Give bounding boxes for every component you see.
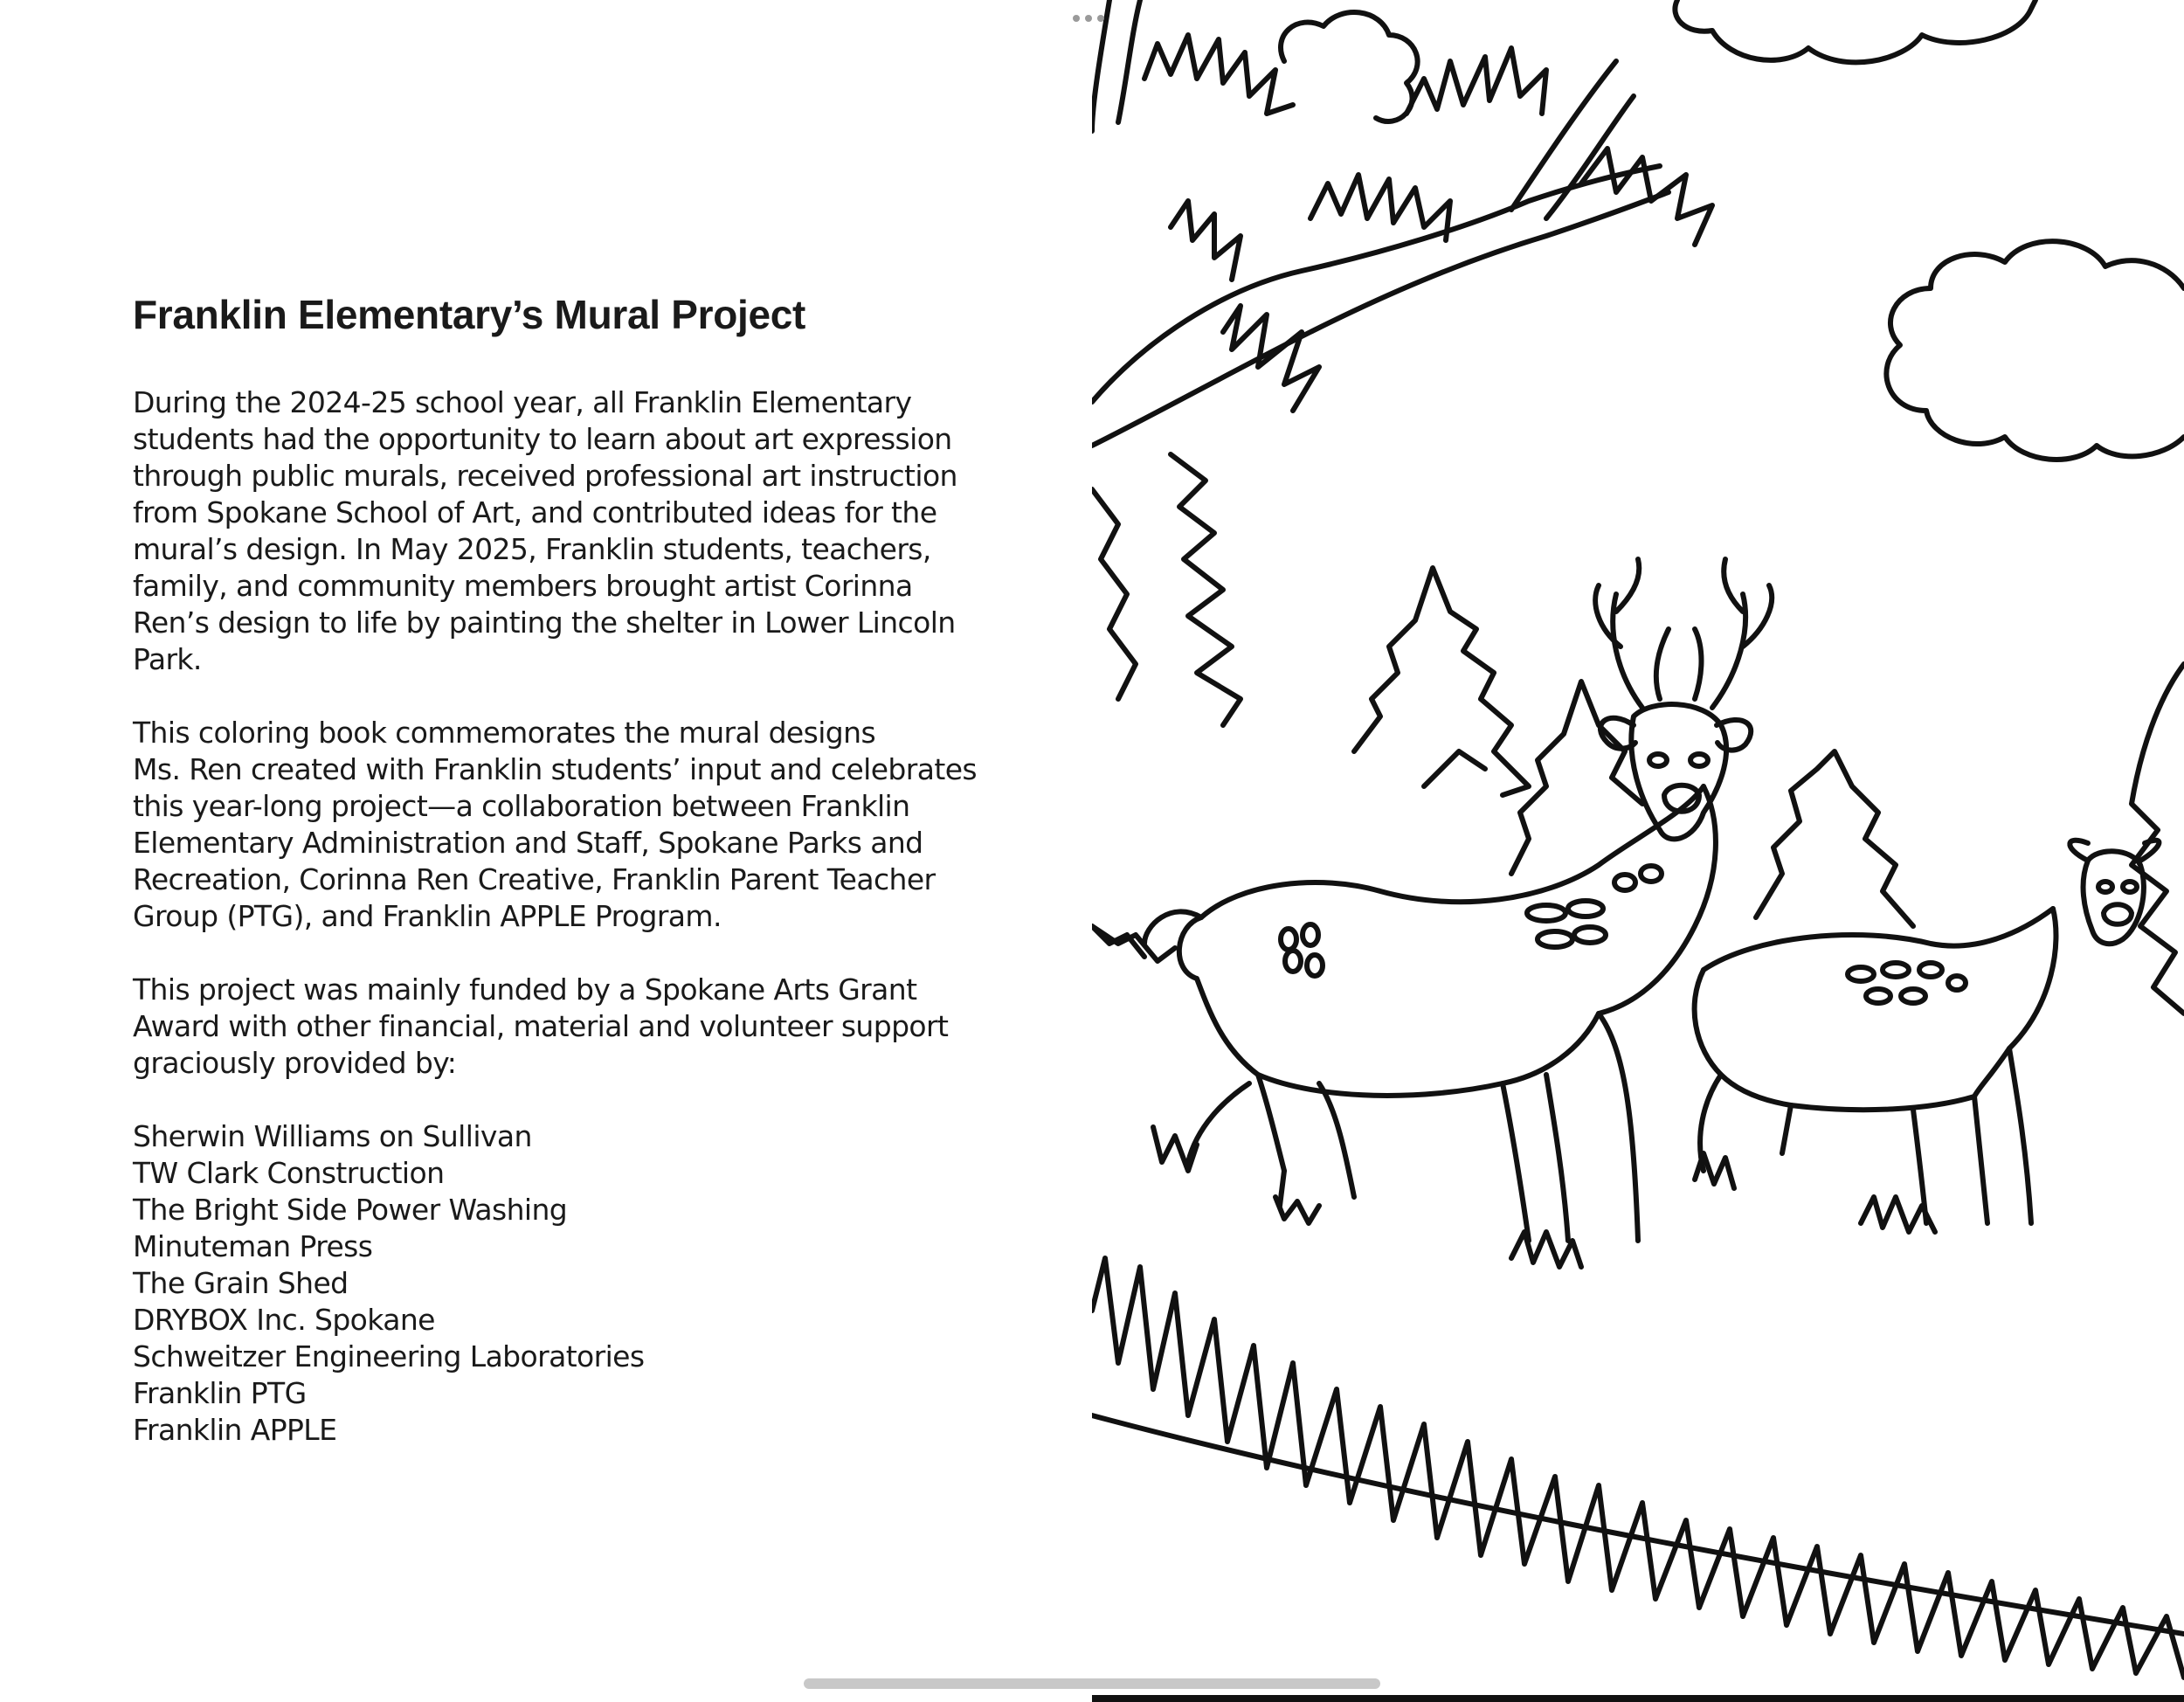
pine-tree — [1354, 568, 1529, 795]
sponsor-list — [133, 1118, 971, 1449]
text-line: Group (PTG), and Franklin APPLE Program. — [133, 899, 722, 933]
spot — [1848, 967, 1874, 981]
sponsor-item: Franklin PTG — [133, 1376, 307, 1410]
text-line: Award with other financial, material and volunteer support — [133, 1009, 949, 1043]
home-indicator-bar[interactable] — [804, 1678, 1380, 1689]
text-line: students had the opportunity to learn about art expression — [133, 422, 952, 456]
fawn-leg — [1782, 1105, 1791, 1153]
spot — [1866, 989, 1890, 1003]
pine-needles — [1144, 35, 1293, 114]
page-bottom-edge — [1092, 1695, 2184, 1702]
grass-tuft — [1511, 1232, 1581, 1267]
stag-body — [1201, 786, 1704, 917]
pine-needles — [1581, 149, 1712, 245]
tree-branch — [1546, 96, 1634, 218]
text-line: Ren’s design to life by painting the shelter in Lower Lincoln — [133, 605, 956, 640]
stag-eye — [1649, 754, 1667, 766]
stag-leg — [1280, 1171, 1284, 1206]
sponsor-item: Schweitzer Engineering Laboratories — [133, 1339, 645, 1373]
text-line: Elementary Administration and Staff, Spokane Parks and — [133, 826, 923, 860]
fawn-eye — [2098, 882, 2112, 892]
text-line: family, and community members brought artist Corinna — [133, 569, 913, 603]
pine-tree — [1092, 489, 1136, 699]
stag-leg — [1503, 1083, 1529, 1241]
text-line: through public murals, received professional art instruction — [133, 459, 957, 493]
spot — [1307, 955, 1323, 976]
pine-tree — [1756, 751, 1913, 926]
sponsor-item: Franklin APPLE — [133, 1413, 337, 1447]
stag-body — [1179, 917, 1284, 1171]
text-line: During the 2024-25 school year, all Franklin Elementary — [133, 385, 912, 419]
multitask-icon[interactable] — [1073, 12, 1108, 24]
fawn-ear — [2070, 841, 2088, 861]
fawn-leg — [2009, 1048, 2031, 1223]
funding-paragraph — [133, 972, 971, 1082]
fawn-body — [1791, 1097, 1974, 1110]
pine-needles — [1310, 175, 1450, 240]
text-line: mural’s design. In May 2025, Franklin students, teachers, — [133, 532, 931, 566]
tree-branch — [1092, 192, 1669, 446]
pine-needles — [1406, 48, 1546, 114]
sponsor-item: Minuteman Press — [133, 1229, 373, 1263]
tree-trunk — [1118, 0, 1140, 122]
spot — [1574, 927, 1606, 943]
sponsor-item: The Grain Shed — [133, 1266, 349, 1300]
text-line: this year-long project—a collaboration between Franklin — [133, 789, 910, 823]
spot — [1883, 963, 1909, 977]
spot — [1948, 976, 1966, 990]
pine-tree — [1511, 681, 1642, 874]
spot — [1538, 931, 1572, 947]
stag-antler — [1656, 629, 1702, 699]
spot — [1527, 905, 1565, 921]
text-line: Ms. Ren created with Franklin students’ input and celebrates — [133, 752, 977, 786]
stag-antler — [1595, 559, 1642, 708]
text-line: Park. — [133, 642, 202, 676]
pine-needles — [1223, 306, 1319, 411]
foreground-grass — [1092, 1258, 2184, 1678]
dot — [1097, 15, 1104, 22]
sponsor-item: The Bright Side Power Washing — [133, 1193, 568, 1227]
sponsor-item: Sherwin Williams on Sullivan — [133, 1119, 532, 1153]
intro-paragraph — [133, 384, 971, 678]
fawn-eye — [2123, 882, 2137, 892]
dot — [1073, 15, 1080, 22]
spot — [1281, 929, 1296, 950]
dot — [1085, 15, 1092, 22]
cloud — [1886, 241, 2184, 460]
pine-tree — [1171, 454, 1241, 725]
pine-needles — [1171, 201, 1241, 280]
spot — [1901, 989, 1925, 1003]
deer-forest-illustration — [1092, 0, 2184, 1702]
foreground-grass — [1092, 1415, 2184, 1634]
sponsor-item: TW Clark Construction — [133, 1156, 445, 1190]
sponsor-item: DRYBOX Inc. Spokane — [133, 1303, 435, 1337]
fawn-body — [1695, 970, 1791, 1105]
spot — [1285, 951, 1301, 972]
text-line: from Spokane School of Art, and contributed ideas for the — [133, 495, 937, 529]
coloring-page — [1092, 0, 2184, 1702]
stag-antler — [1712, 559, 1772, 708]
stag-leg — [1319, 1083, 1354, 1197]
stag-leg — [1599, 1014, 1638, 1241]
spot — [1568, 901, 1603, 917]
text-line: This coloring book commemorates the mural designs — [133, 716, 876, 750]
text-line: Recreation, Corinna Ren Creative, Franklin Parent Teacher — [133, 862, 936, 896]
spot — [1303, 924, 1318, 945]
stag-eye — [1690, 754, 1708, 766]
spot — [1919, 963, 1942, 977]
fawn-nose — [2104, 904, 2132, 924]
text-line: graciously provided by: — [133, 1046, 457, 1080]
spot — [1641, 866, 1662, 882]
commemoration-paragraph — [133, 715, 977, 935]
stag-ear — [1717, 720, 1751, 751]
cloud — [1675, 0, 2035, 62]
fawn-leg — [1974, 1097, 1987, 1223]
grass-tuft — [1695, 1153, 1734, 1188]
stag-leg — [1546, 1075, 1568, 1241]
text-line: This project was mainly funded by a Spokane Arts Grant — [133, 972, 917, 1007]
cloud — [1281, 12, 1418, 121]
pine-tree — [1424, 751, 1485, 786]
spot — [1614, 875, 1635, 890]
page-title: Franklin Elementary’s Mural Project — [133, 292, 806, 337]
